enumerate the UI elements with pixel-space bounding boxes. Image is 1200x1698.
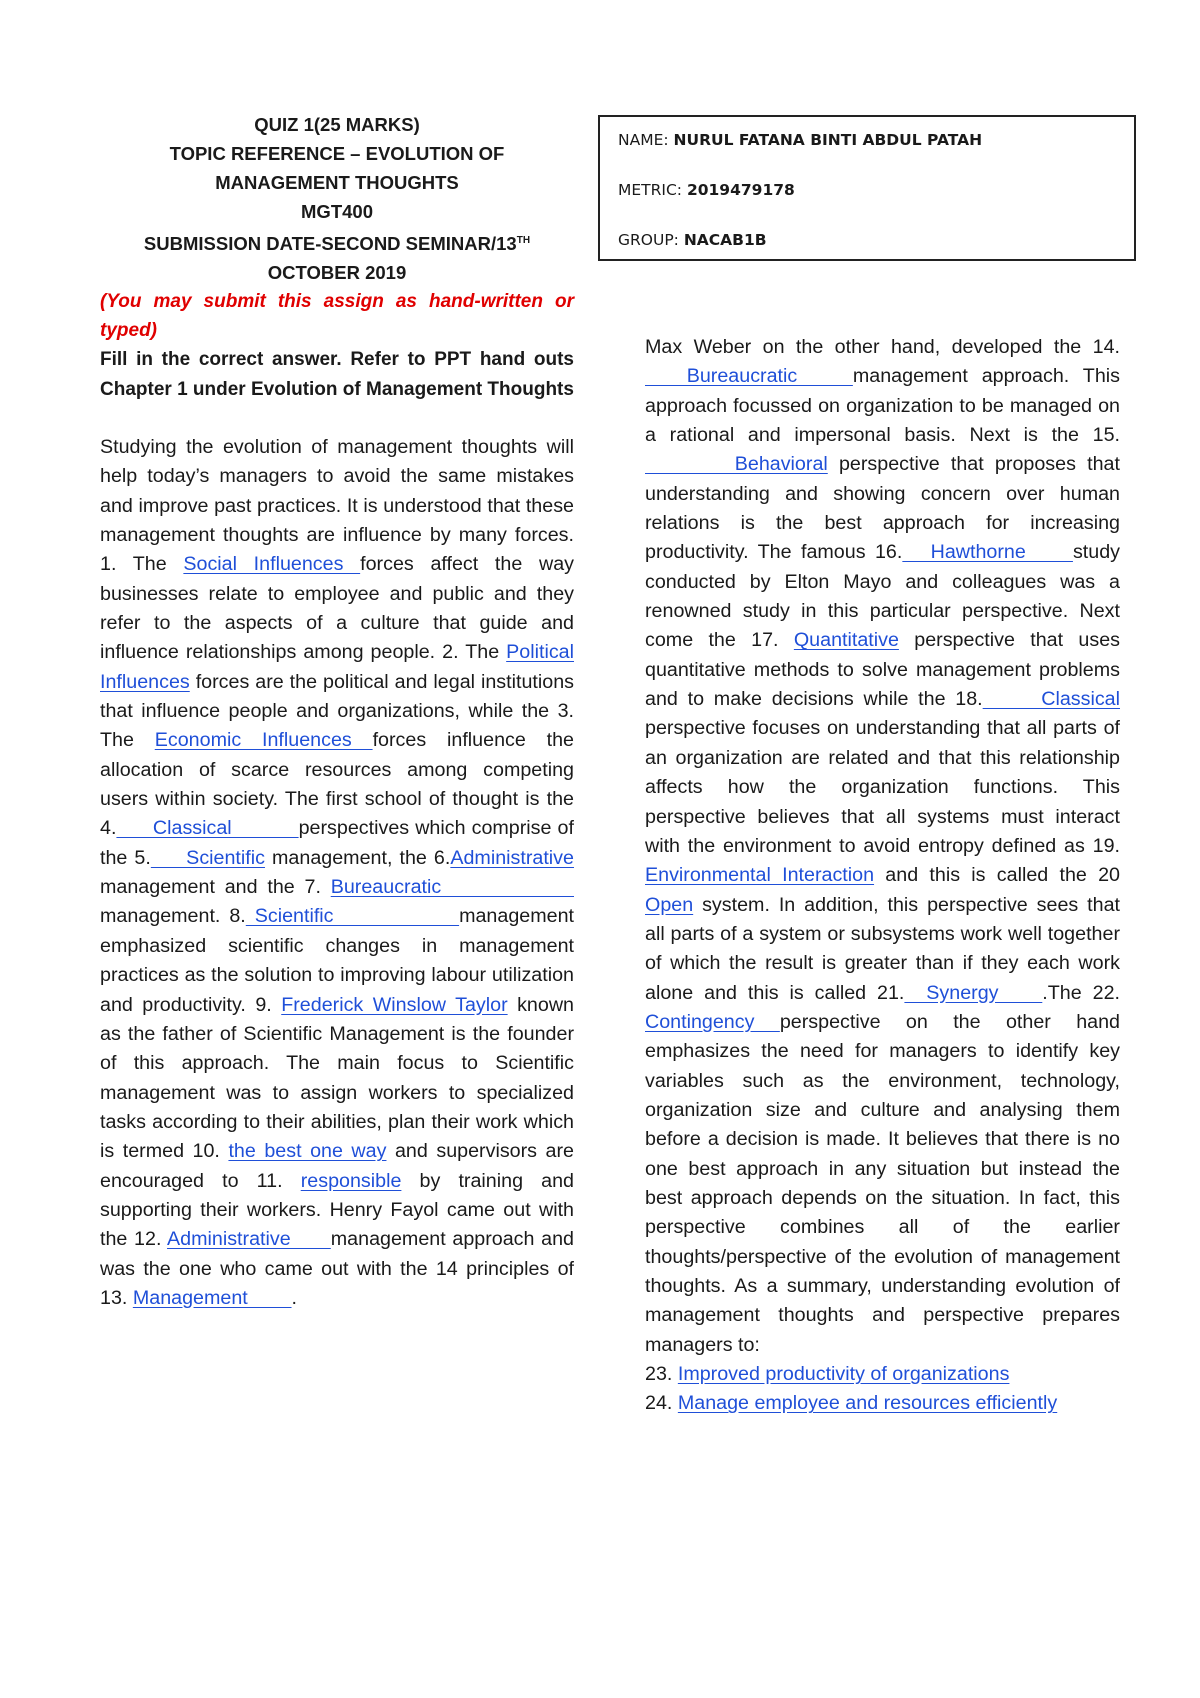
course-code: MGT400 (301, 201, 373, 222)
quiz-title: QUIZ 1(25 MARKS) (254, 114, 420, 135)
student-metric: METRIC: 2019479178 (618, 181, 795, 199)
answer-13: Management (132, 1286, 292, 1309)
answer-9: Frederick Winslow Taylor (281, 993, 508, 1016)
answer-3: Economic Influences (154, 729, 373, 752)
answer-22: Contingency (645, 1010, 780, 1033)
submission-date: SUBMISSION DATE-SECOND SEMINAR/13TH (143, 233, 531, 255)
answer-23: Improved productivity of organizations (677, 1363, 1010, 1386)
answer-5: Scientific (150, 846, 265, 869)
answer-23-line: 23. Improved productivity of organizations (645, 1363, 1010, 1386)
topic-reference-cont: MANAGEMENT THOUGHTS (215, 172, 459, 193)
left-paragraph: Studying the evolution of management thoughts will help today’s managers to avoid the same mistakes and improve past practices. It is understood that these management thoughts are influence by many forces. 1. The Social Influences forces affect the way businesses relate to employee and public and they refer to the aspects of a culture that guide and influence relationships among people. 2. The Political Influences forces are the political and legal institutions that influence people and organizations, while the 3. The Economic Influences forces influence the allocation of scarce resources among competing users within society. The first school of thought is the 4. Classical perspectives which comprise of the 5. Scientific management, the 6.Administrative management and the 7. Bureaucratic management. 8. Scientific management emphasized scientific changes in management practices as the solution to improving labour utilization and productivity. 9. Frederick Winslow Taylor known as the father of Scientific Management is the founder of this approach. The main focus to Scientific management was to assign workers to specialized tasks according to their abilities, plan their work which is termed 10. the best one way and supervisors are encouraged to 11. responsible by training and supporting their workers. Henry Fayol came out with the 12. Administrative management approach and was the one who came out with the 14 principles of 13. Management . (100, 435, 575, 1309)
answer-4: Classical (116, 817, 299, 840)
answer-2: Political Influences (100, 641, 574, 693)
answer-17: Quantitative (793, 629, 899, 652)
answer-21: Synergy (904, 981, 1043, 1004)
right-paragraph: Max Weber on the other hand, developed the 14. Bureaucratic management approach. This approach focussed on organization to be managed on a rational and impersonal basis. Next is the 15. Behavioral perspective that proposes that understanding and showing concern over human relations is the best approach for increasing productivity. The famous 16. Hawthorne study conducted by Elton Mayo and colleagues was a renowned study in this particular perspective. Next come the 17. Quantitative perspective that uses quantitative methods to solve management problems and to make decisions while the 18. Classical perspective focuses on understanding that all parts of an organization are related and that this relationship affects how the organization functions. This perspective believes that all systems must interact with the environment to avoid entropy defined as 19. Environmental Interaction and this is called the 20 Open system. In addition, this perspective sees that all parts of a system or subsystems work well together of which the result is greater than if they each work alone and this is called 21. Synergy .The 22. Contingency perspective on the other hand emphasizes the need for managers to identify key variables such as the environment, technology, organization size and culture and analysing them before a decision is made. It believes that there is no one best approach in any situation but instead the best approach depends on the situation. In fact, this perspective combines all of the earlier thoughts/perspective of the evolution of management thoughts. As a summary, understanding evolution of management thoughts and perspective prepares managers to: (645, 336, 1121, 1356)
answer-11: responsible (300, 1169, 402, 1192)
instruction: Fill in the correct answer. Refer to PPT hand outs Chapter 1 under Evolution of Management Thoughts (100, 349, 574, 400)
right-column (645, 0, 1120, 1419)
answer-18: Classical (982, 688, 1120, 711)
topic-reference: TOPIC REFERENCE – EVOLUTION OF (169, 143, 505, 164)
answer-15: Behavioral (645, 453, 828, 476)
submission-date-cont: OCTOBER 2019 (267, 262, 407, 284)
quiz-header (100, 110, 574, 287)
answer-1: Social Influences (183, 553, 361, 576)
answer-8: Scientific (245, 905, 460, 928)
answer-24-line: 24. Manage employee and resources efficiently (645, 1392, 1058, 1415)
student-group: GROUP: NACAB1B (618, 231, 767, 249)
answer-16: Hawthorne (902, 541, 1073, 564)
answer-10: the best one way (228, 1140, 387, 1163)
student-name: NAME: NURUL FATANA BINTI ABDUL PATAH (618, 131, 983, 149)
answer-7: Bureaucratic (330, 876, 574, 899)
answer-20: Open (645, 893, 694, 916)
answer-14: Bureaucratic (645, 365, 853, 388)
answer-19: Environmental Interaction (645, 864, 875, 887)
answer-6: Administrative (450, 846, 574, 869)
answer-24: Manage employee and resources efficiently (677, 1392, 1058, 1415)
left-column (100, 0, 574, 1313)
submission-note: (You may submit this assign as hand-written or typed) (100, 291, 574, 342)
answer-12: Administrative (167, 1228, 331, 1251)
